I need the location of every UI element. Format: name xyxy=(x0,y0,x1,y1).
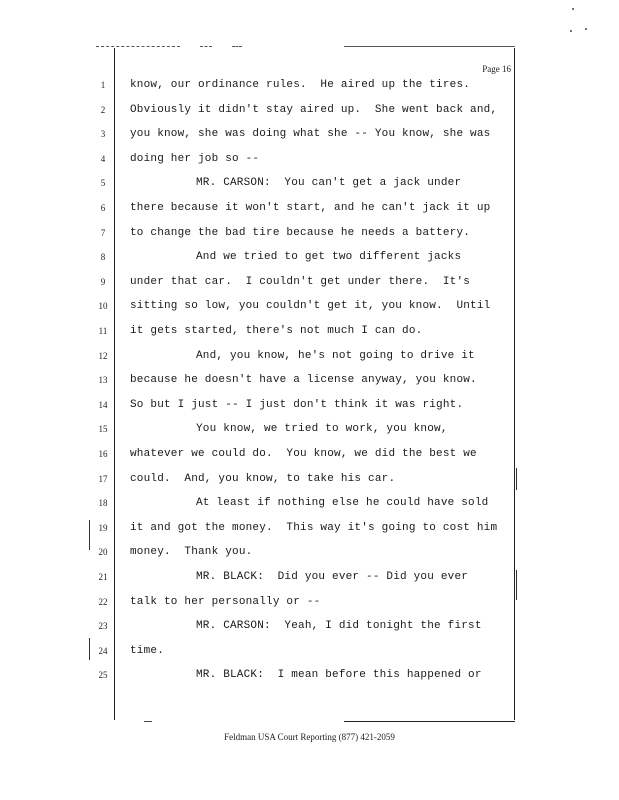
line-text: You know, we tried to work, you know, xyxy=(196,423,448,436)
transcript-line xyxy=(0,103,619,127)
line-number: 23 xyxy=(98,621,108,632)
line-text: talk to her personally or -- xyxy=(130,595,321,608)
line-number: 15 xyxy=(98,424,108,435)
line-text: MR. BLACK: I mean before this happened or xyxy=(196,669,482,682)
transcript-line xyxy=(0,373,619,397)
line-text: doing her job so -- xyxy=(130,152,260,165)
transcript-line xyxy=(0,324,619,348)
line-number: 5 xyxy=(100,178,106,189)
line-number: 17 xyxy=(98,473,108,484)
line-number: 4 xyxy=(100,153,106,164)
bottom-rule-mark xyxy=(144,721,152,722)
transcript-line xyxy=(0,349,619,373)
footer-court-reporter: Feldman USA Court Reporting (877) 421-2059 xyxy=(224,732,395,742)
line-number: 2 xyxy=(100,104,106,115)
transcript-line xyxy=(0,668,619,692)
line-number: 20 xyxy=(98,547,108,558)
line-number: 12 xyxy=(98,350,108,361)
line-text: sitting so low, you couldn't get it, you know. Until xyxy=(130,300,491,313)
line-number: 22 xyxy=(98,596,108,607)
line-text: there because it won't start, and he can't jack it up xyxy=(130,202,491,214)
line-text: So but I just -- I just don't think it was right. xyxy=(130,398,464,411)
line-text: Obviously it didn't stay aired up. She went back and, xyxy=(130,103,498,116)
line-number: 13 xyxy=(98,375,108,386)
line-text: And, you know, he's not going to drive it xyxy=(196,349,475,362)
page-number-label: Page 16 xyxy=(482,64,511,74)
top-rule-right xyxy=(344,46,515,47)
transcript-line xyxy=(0,496,619,520)
transcript-line xyxy=(0,226,619,250)
transcript-line xyxy=(0,176,619,200)
transcript-line xyxy=(0,299,619,323)
transcript-line xyxy=(0,422,619,446)
line-number: 14 xyxy=(98,399,108,410)
line-number: 11 xyxy=(98,326,108,336)
transcript-line xyxy=(0,250,619,274)
top-rule-mark xyxy=(200,46,212,47)
line-text: MR. CARSON: Yeah, I did tonight the first xyxy=(196,620,482,633)
line-text: it gets started, there's not much I can do. xyxy=(130,325,423,337)
line-number: 19 xyxy=(98,522,108,533)
line-number: 3 xyxy=(100,129,106,140)
transcript-line xyxy=(0,545,619,569)
transcript-line xyxy=(0,619,619,643)
line-text: could. And, you know, to take his car. xyxy=(130,472,396,485)
transcript-line xyxy=(0,152,619,176)
line-text: money. Thank you. xyxy=(130,546,253,559)
line-number: 6 xyxy=(100,203,106,213)
line-text: MR. CARSON: You can't get a jack under xyxy=(196,177,462,190)
line-text: MR. BLACK: Did you ever -- Did you ever xyxy=(196,571,469,583)
line-number: 8 xyxy=(100,252,106,263)
line-number: 7 xyxy=(100,227,106,238)
line-text: under that car. I couldn't get under there. It's xyxy=(130,275,471,288)
transcript-line xyxy=(0,275,619,299)
line-number: 24 xyxy=(98,645,108,656)
transcript-line xyxy=(0,595,619,619)
scan-speck xyxy=(585,28,587,30)
transcript-line xyxy=(0,398,619,422)
line-number: 21 xyxy=(98,572,108,582)
transcript-line xyxy=(0,570,619,594)
line-number: 9 xyxy=(100,276,106,287)
transcript-line xyxy=(0,644,619,668)
top-rule-left xyxy=(96,46,180,47)
scan-speck xyxy=(570,30,572,32)
top-rule-mark xyxy=(232,46,242,47)
line-number: 10 xyxy=(98,301,108,312)
transcript-line xyxy=(0,472,619,496)
transcript-line xyxy=(0,78,619,102)
scan-speck xyxy=(572,8,574,10)
line-number: 18 xyxy=(98,498,108,509)
line-text: time. xyxy=(130,644,165,657)
transcript-line xyxy=(0,201,619,225)
transcript-line xyxy=(0,447,619,471)
line-number: 16 xyxy=(98,449,108,459)
line-number: 1 xyxy=(100,80,106,90)
line-text: know, our ordinance rules. He aired up the tires. xyxy=(130,79,471,91)
transcript-line xyxy=(0,127,619,151)
line-number: 25 xyxy=(98,670,108,681)
line-text: to change the bad tire because he needs a battery. xyxy=(130,226,471,239)
line-text: because he doesn't have a license anyway, you know. xyxy=(130,374,477,387)
transcript-line xyxy=(0,521,619,545)
line-text: At least if nothing else he could have sold xyxy=(196,497,489,510)
bottom-rule xyxy=(344,721,515,722)
line-text: you know, she was doing what she -- You know, she was xyxy=(130,128,491,141)
line-text: whatever we could do. You know, we did the best we xyxy=(130,448,477,460)
line-text: And we tried to get two different jacks xyxy=(196,251,462,264)
line-text: it and got the money. This way it's going to cost him xyxy=(130,521,498,534)
